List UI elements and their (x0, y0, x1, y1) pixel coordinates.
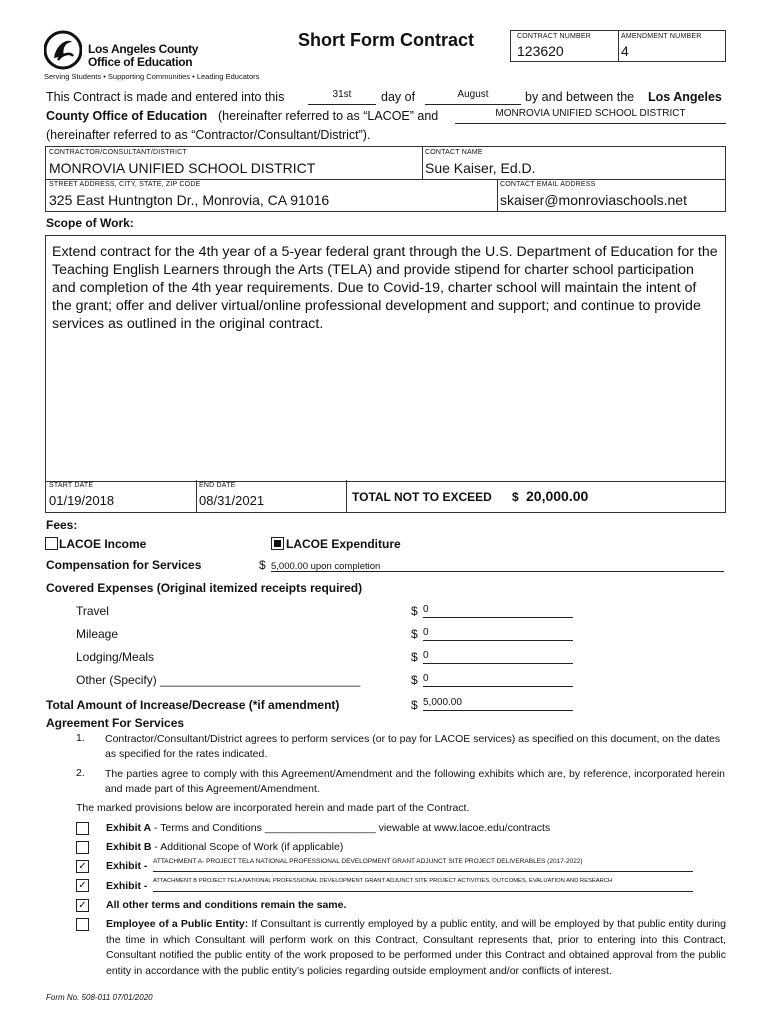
exhibit-attachment-b-checkbox[interactable]: ✓ (76, 879, 89, 892)
other-terms-label: All other terms and conditions remain the same. (106, 899, 347, 911)
total-not-to-exceed-field[interactable]: 20,000.00 (526, 488, 589, 504)
expense-row-lodging: Lodging/Meals $ 0 (76, 650, 576, 666)
exhibit-a-line: Exhibit A - Terms and Conditions ___________________ viewable at www.lacoe.edu/contracts (106, 822, 551, 834)
form-number: Form No. 508-011 07/01/2020 (46, 993, 153, 1002)
org-tagline: Serving Students • Supporting Communities • Leading Educators (44, 72, 260, 81)
lacoe-logo-icon (44, 30, 82, 70)
day-field[interactable]: 31st (308, 90, 376, 105)
other-field[interactable]: 0 (423, 673, 573, 687)
start-date-field[interactable]: 01/19/2018 (49, 493, 115, 508)
end-date-label: END DATE (199, 482, 236, 489)
total-currency: $ (512, 490, 519, 504)
contractor-info-grid (45, 146, 726, 212)
exhibit-attachment-a-label: Exhibit - (106, 860, 148, 872)
contact-email-field[interactable]: skaiser@monroviaschools.net (500, 192, 687, 208)
total-increase-field[interactable]: 5,000.00 (423, 697, 573, 711)
public-entity-checkbox[interactable] (76, 918, 89, 931)
lacoe-expenditure-checkbox[interactable] (271, 537, 284, 550)
exhibit-b-checkbox[interactable] (76, 841, 89, 854)
amendment-number-value[interactable]: 4 (621, 43, 629, 59)
expense-row-other: Other (Specify) ______________________________ $ 0 (76, 673, 576, 689)
address-field[interactable]: 325 East Huntngton Dr., Monrovia, CA 91016 (49, 192, 330, 208)
other-terms-checkbox[interactable]: ✓ (76, 899, 89, 912)
expense-row-travel: Travel $ 0 (76, 604, 576, 620)
total-increase-label: Total Amount of Increase/Decrease (*if amendment) (46, 698, 340, 712)
contract-number-label: CONTRACT NUMBER (517, 33, 592, 40)
lacoe-expenditure-label: LACOE Expenditure (286, 537, 401, 551)
contract-number-box (510, 30, 619, 62)
exhibit-b-line: Exhibit B - Additional Scope of Work (if applicable) (106, 841, 344, 853)
org-name-line1: Los Angeles County (88, 42, 199, 56)
exhibit-attachment-a-checkbox[interactable]: ✓ (76, 860, 89, 873)
contact-name-field[interactable]: Sue Kaiser, Ed.D. (425, 160, 536, 176)
lodging-field[interactable]: 0 (423, 650, 573, 664)
marked-provisions-text: The marked provisions below are incorporated herein and made part of the Contract. (76, 802, 470, 814)
fees-label: Fees: (46, 518, 78, 532)
compensation-label: Compensation for Services (46, 558, 202, 572)
expense-row-mileage: Mileage $ 0 (76, 627, 576, 643)
intro-line-2: County Office of Education (hereinafter referred to as “LACOE” and $^{MONROVIA UNIFIED SCHOOL DISTRICT}$ (46, 109, 726, 127)
scope-label: Scope of Work: (46, 216, 134, 230)
contact-email-label: CONTACT EMAIL ADDRESS (500, 181, 596, 188)
exhibit-attachment-b-field[interactable]: ATTACHMENT B PROJECT TELA NATIONAL PROFESSIONAL DEVELOPMENT GRANT ADJUNCT SITE PROJECT ACTIVITIES, OUTCOMES, EVALUATION AND RESEARCH (153, 878, 693, 892)
amendment-number-box (617, 30, 726, 62)
month-field[interactable]: August (425, 90, 521, 105)
start-date-label: START DATE (49, 482, 94, 489)
public-entity-text: Employee of a Public Entity: If Consultant is currently employed by a public entity, and will be employed by that public entity during the time in which Consultant will perform work on this Contract, Consultant represents that, prior to entering into this Contract, Consultant notified the public entity of the work proposed to be performed under this Contract and obtained approval from the public entity in accordance with the public entity’s policies regarding outside employment and/or conflicts of interest. (106, 918, 726, 977)
dates-row (45, 480, 726, 513)
mileage-field[interactable]: 0 (423, 627, 573, 641)
exhibit-attachment-b-label: Exhibit - (106, 880, 148, 892)
contractor-label: CONTRACTOR/CONSULTANT/DISTRICT (49, 149, 187, 156)
page-title: Short Form Contract (298, 30, 475, 50)
lacoe-income-checkbox[interactable] (45, 537, 58, 550)
contractor-field[interactable]: MONROVIA UNIFIED SCHOOL DISTRICT (49, 160, 316, 176)
compensation-currency: $ (259, 558, 266, 572)
scope-of-work-box[interactable] (45, 235, 726, 482)
logo (44, 30, 274, 84)
contract-number-value[interactable]: 123620 (517, 43, 564, 59)
total-not-to-exceed-label: TOTAL NOT TO EXCEED (352, 490, 492, 504)
intro-line-1: This Contract is made and entered into this $^{31st}$ day of $^{August}$ by and between the Los Angeles (46, 89, 722, 104)
travel-field[interactable]: 0 (423, 604, 573, 618)
scope-of-work-text: Extend contract for the 4th year of a 5-year federal grant through the U.S. Department of Education for the Teaching English Learners through the Arts (TELA) and provide stipend for charter school participation and completion of the 4th year requirements. Due to Covid-19, charter school will maintain the intent of the grant; offer and deliver virtual/online professional development and support; and continue to provide services as outlined in the original contract. (52, 244, 718, 332)
agreement-label: Agreement For Services (46, 716, 185, 730)
total-increase-currency: $ (411, 698, 418, 712)
contact-name-label: CONTACT NAME (425, 149, 483, 156)
exhibit-a-checkbox[interactable] (76, 822, 89, 835)
end-date-field[interactable]: 08/31/2021 (199, 493, 265, 508)
party-field[interactable]: MONROVIA UNIFIED SCHOOL DISTRICT (455, 109, 726, 124)
compensation-field[interactable]: 5,000.00 upon completion (271, 558, 724, 572)
amendment-number-label: AMENDMENT NUMBER (621, 33, 702, 40)
covered-expenses-label: Covered Expenses (Original itemized receipts required) (46, 581, 363, 595)
address-label: STREET ADDRESS, CITY, STATE, ZIP CODE (49, 181, 201, 188)
lacoe-income-label: LACOE Income (59, 537, 147, 551)
org-name-line2: Office of Education (88, 55, 193, 69)
intro-line-3: (hereinafter referred to as “Contractor/Consultant/District”). (46, 128, 371, 142)
exhibit-attachment-a-field[interactable]: ATTACHMENT A- PROJECT TELA NATIONAL PROFESSIONAL DEVELOPMENT GRANT ADJUNCT SITE PROJECT DELIVERABLES (2017-2022) (153, 858, 693, 872)
